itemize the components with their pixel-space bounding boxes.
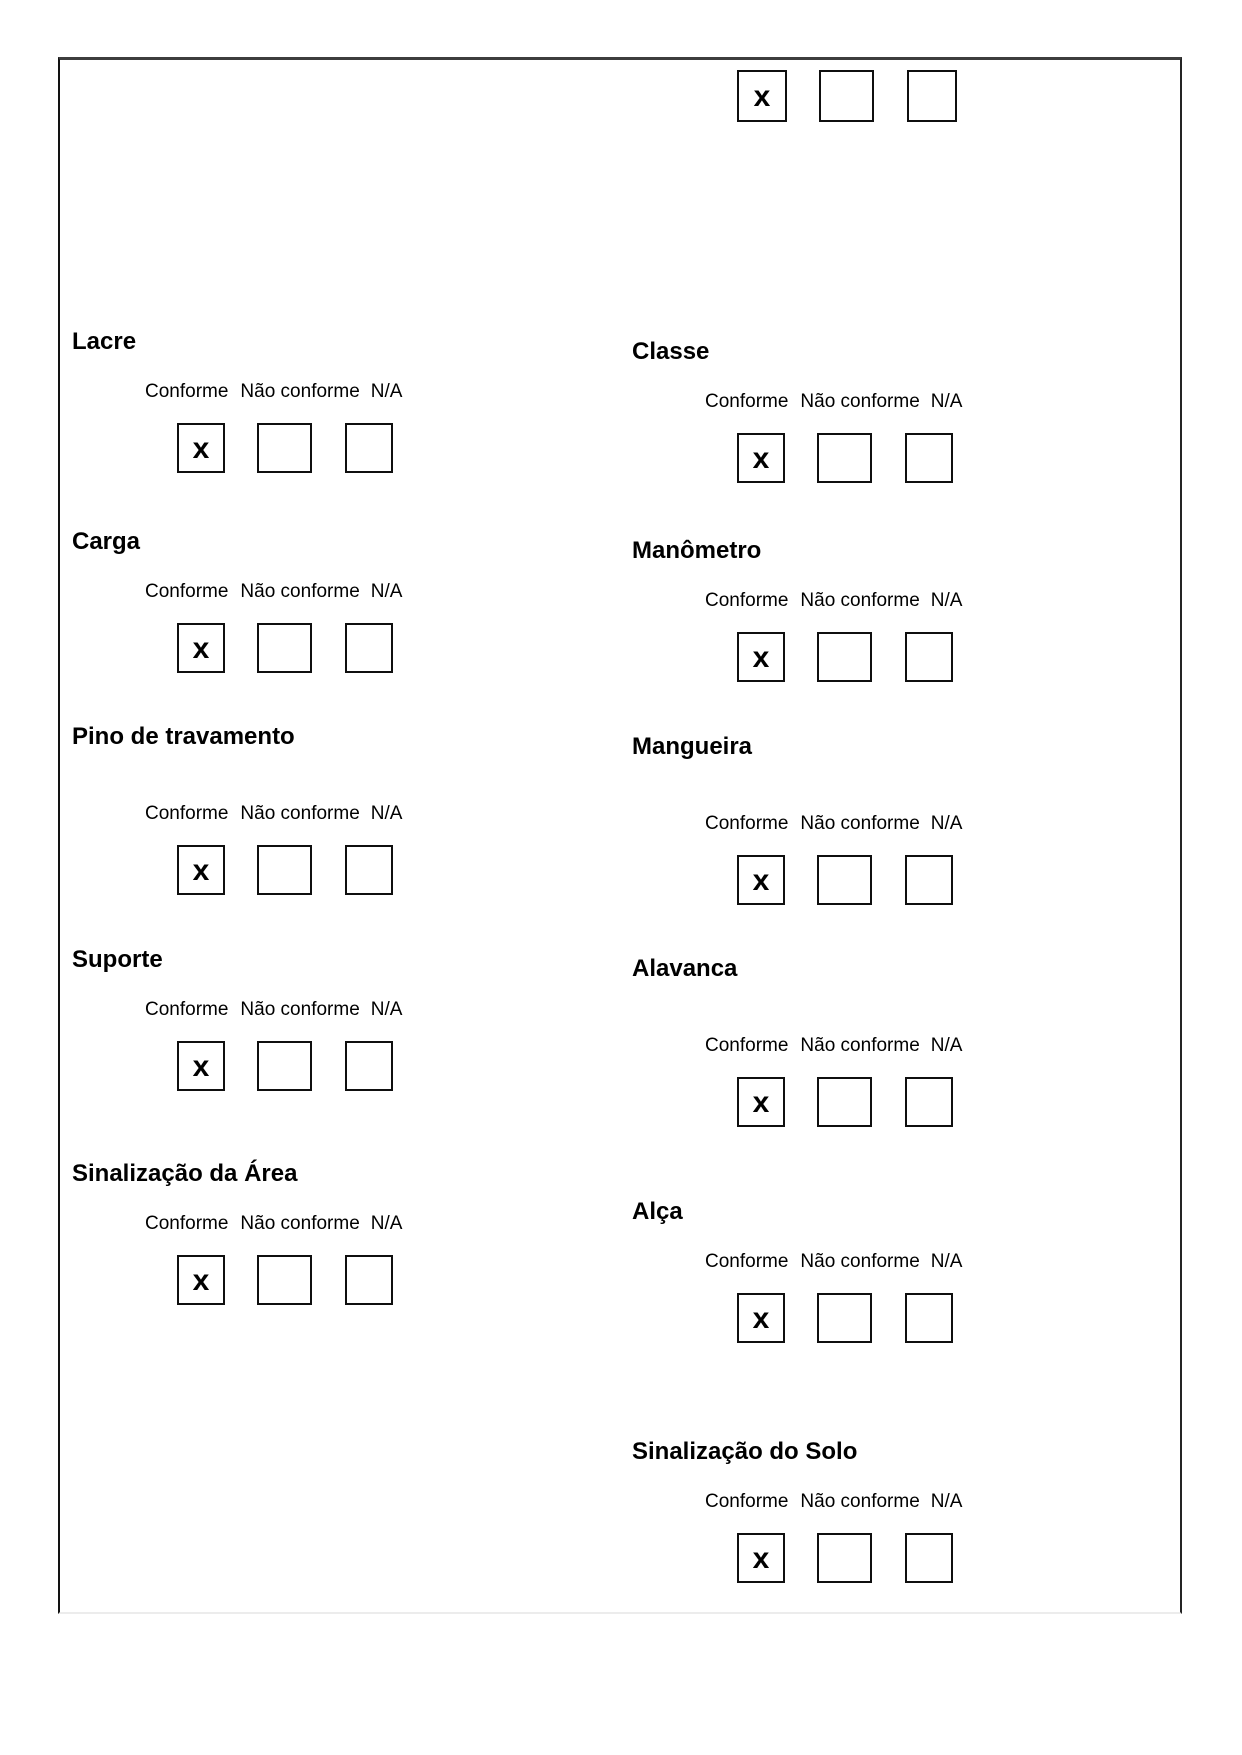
option-label-nao-conforme: Não conforme <box>240 381 360 402</box>
options-row <box>145 803 552 825</box>
option-label-nao-conforme: Não conforme <box>240 1213 360 1234</box>
checkbox-nao-conforme[interactable] <box>817 632 872 682</box>
checkbox-row <box>632 1533 1112 1583</box>
checkbox-conforme[interactable] <box>737 1293 785 1343</box>
option-label-nao-conforme: Não conforme <box>240 999 360 1020</box>
option-label-conforme: Conforme <box>705 813 789 834</box>
option-label-na: N/A <box>930 1035 963 1056</box>
option-label-nao-conforme: Não conforme <box>800 1491 920 1512</box>
section-sinalizacao-do-solo <box>632 1437 1112 1583</box>
checkbox-nao-conforme[interactable] <box>817 433 872 483</box>
checkbox-na[interactable] <box>345 623 393 673</box>
section-mangueira <box>632 732 1112 905</box>
option-label-na: N/A <box>930 813 963 834</box>
checkbox-nao-conforme[interactable] <box>817 1533 872 1583</box>
section-title: Manômetro <box>632 537 762 564</box>
section-title: Pino de travamento <box>72 723 295 750</box>
option-label-conforme: Conforme <box>705 1251 789 1272</box>
option-label-conforme: Conforme <box>705 1491 789 1512</box>
checkbox-row <box>632 1293 1112 1343</box>
checkbox-mark: x <box>752 1086 770 1119</box>
checkbox-na[interactable] <box>905 632 953 682</box>
checkbox-row <box>72 1041 552 1091</box>
options-row <box>145 1213 552 1235</box>
section-title: Lacre <box>72 328 137 355</box>
checkbox-mark: x <box>753 80 771 113</box>
section-title: Alça <box>632 1198 683 1225</box>
option-label-na: N/A <box>930 1251 963 1272</box>
checkbox-na[interactable] <box>905 1533 953 1583</box>
section-lacre <box>72 327 552 473</box>
option-label-na: N/A <box>930 391 963 412</box>
option-label-nao-conforme: Não conforme <box>800 1035 920 1056</box>
checkbox-nao-conforme[interactable] <box>817 855 872 905</box>
checkbox-conforme[interactable] <box>177 1041 225 1091</box>
section-title: Classe <box>632 338 710 365</box>
option-label-nao-conforme: Não conforme <box>800 1251 920 1272</box>
section-title: Suporte <box>72 946 163 973</box>
checkbox-conforme[interactable] <box>177 1255 225 1305</box>
section-title: Sinalização da Área <box>72 1160 298 1187</box>
section-alavanca <box>632 954 1112 1127</box>
option-label-na: N/A <box>370 1213 403 1234</box>
options-row <box>705 1035 1112 1057</box>
option-label-conforme: Conforme <box>705 391 789 412</box>
option-label-conforme: Conforme <box>705 590 789 611</box>
checkbox-nao-conforme[interactable] <box>257 423 312 473</box>
section-sinalizacao-da-area <box>72 1159 552 1305</box>
checkbox-row <box>72 1255 552 1305</box>
section-title: Carga <box>72 528 141 555</box>
option-label-na: N/A <box>930 590 963 611</box>
section-alca <box>632 1197 1112 1343</box>
option-label-conforme: Conforme <box>705 1035 789 1056</box>
checkbox-na[interactable] <box>345 1041 393 1091</box>
section-title: Alavanca <box>632 955 738 982</box>
checkbox-conforme[interactable] <box>737 855 785 905</box>
options-row <box>705 813 1112 835</box>
section-carga <box>72 527 552 673</box>
checkbox-conforme[interactable] <box>177 845 225 895</box>
form-page <box>58 57 1182 1614</box>
option-label-na: N/A <box>370 581 403 602</box>
checkbox-row <box>632 632 1112 682</box>
option-label-na: N/A <box>370 999 403 1020</box>
option-label-conforme: Conforme <box>145 581 229 602</box>
checkbox-nao-conforme[interactable] <box>817 1077 872 1127</box>
section-manometro <box>632 536 1112 682</box>
options-row <box>705 1491 1112 1513</box>
checkbox-mark: x <box>752 864 770 897</box>
checkbox-nao-conforme[interactable] <box>257 623 312 673</box>
section-suporte <box>72 945 552 1091</box>
option-label-nao-conforme: Não conforme <box>240 803 360 824</box>
checkbox-mark: x <box>192 632 210 665</box>
option-label-na: N/A <box>370 803 403 824</box>
option-label-conforme: Conforme <box>145 1213 229 1234</box>
checkbox-na[interactable] <box>345 845 393 895</box>
checkbox-conforme[interactable] <box>737 1077 785 1127</box>
checkbox-nao-conforme[interactable] <box>257 845 312 895</box>
checkbox-na[interactable] <box>905 433 953 483</box>
option-label-na: N/A <box>370 381 403 402</box>
checkbox-row <box>72 423 552 473</box>
option-label-nao-conforme: Não conforme <box>800 813 920 834</box>
checkbox-na[interactable] <box>905 855 953 905</box>
option-label-nao-conforme: Não conforme <box>240 581 360 602</box>
checkbox-row <box>632 1077 1112 1127</box>
options-row <box>145 581 552 603</box>
checkbox-conforme[interactable] <box>737 433 785 483</box>
checkbox-mark: x <box>752 1542 770 1575</box>
checkbox-na[interactable] <box>345 1255 393 1305</box>
checkbox-mark: x <box>752 442 770 475</box>
checkbox-nao-conforme[interactable] <box>819 70 874 122</box>
option-label-conforme: Conforme <box>145 381 229 402</box>
option-label-conforme: Conforme <box>145 803 229 824</box>
options-row <box>705 590 1112 612</box>
checkbox-na[interactable] <box>907 70 957 122</box>
checkbox-mark: x <box>192 854 210 887</box>
checkbox-na[interactable] <box>905 1293 953 1343</box>
options-row <box>145 381 552 403</box>
checkbox-conforme[interactable] <box>177 623 225 673</box>
options-row <box>705 1251 1112 1273</box>
options-row <box>705 391 1112 413</box>
option-label-na: N/A <box>930 1491 963 1512</box>
options-row <box>145 999 552 1021</box>
checkbox-nao-conforme[interactable] <box>817 1293 872 1343</box>
checkbox-na[interactable] <box>905 1077 953 1127</box>
checkbox-conforme[interactable] <box>737 1533 785 1583</box>
checkbox-mark: x <box>192 1264 210 1297</box>
option-label-conforme: Conforme <box>145 999 229 1020</box>
top-checkbox-row <box>737 70 957 122</box>
option-label-nao-conforme: Não conforme <box>800 590 920 611</box>
checkbox-mark: x <box>752 641 770 674</box>
section-title: Mangueira <box>632 733 753 760</box>
checkbox-na[interactable] <box>345 423 393 473</box>
checkbox-conforme[interactable] <box>737 70 787 122</box>
checkbox-mark: x <box>752 1302 770 1335</box>
section-title: Sinalização do Solo <box>632 1438 858 1465</box>
checkbox-row <box>632 433 1112 483</box>
section-classe <box>632 337 1112 483</box>
checkbox-nao-conforme[interactable] <box>257 1041 312 1091</box>
checkbox-row <box>72 623 552 673</box>
checkbox-mark: x <box>192 432 210 465</box>
option-label-nao-conforme: Não conforme <box>800 391 920 412</box>
checkbox-nao-conforme[interactable] <box>257 1255 312 1305</box>
checkbox-row <box>632 855 1112 905</box>
checkbox-conforme[interactable] <box>177 423 225 473</box>
section-pino-de-travamento <box>72 722 552 895</box>
checkbox-conforme[interactable] <box>737 632 785 682</box>
checkbox-row <box>72 845 552 895</box>
checkbox-mark: x <box>192 1050 210 1083</box>
